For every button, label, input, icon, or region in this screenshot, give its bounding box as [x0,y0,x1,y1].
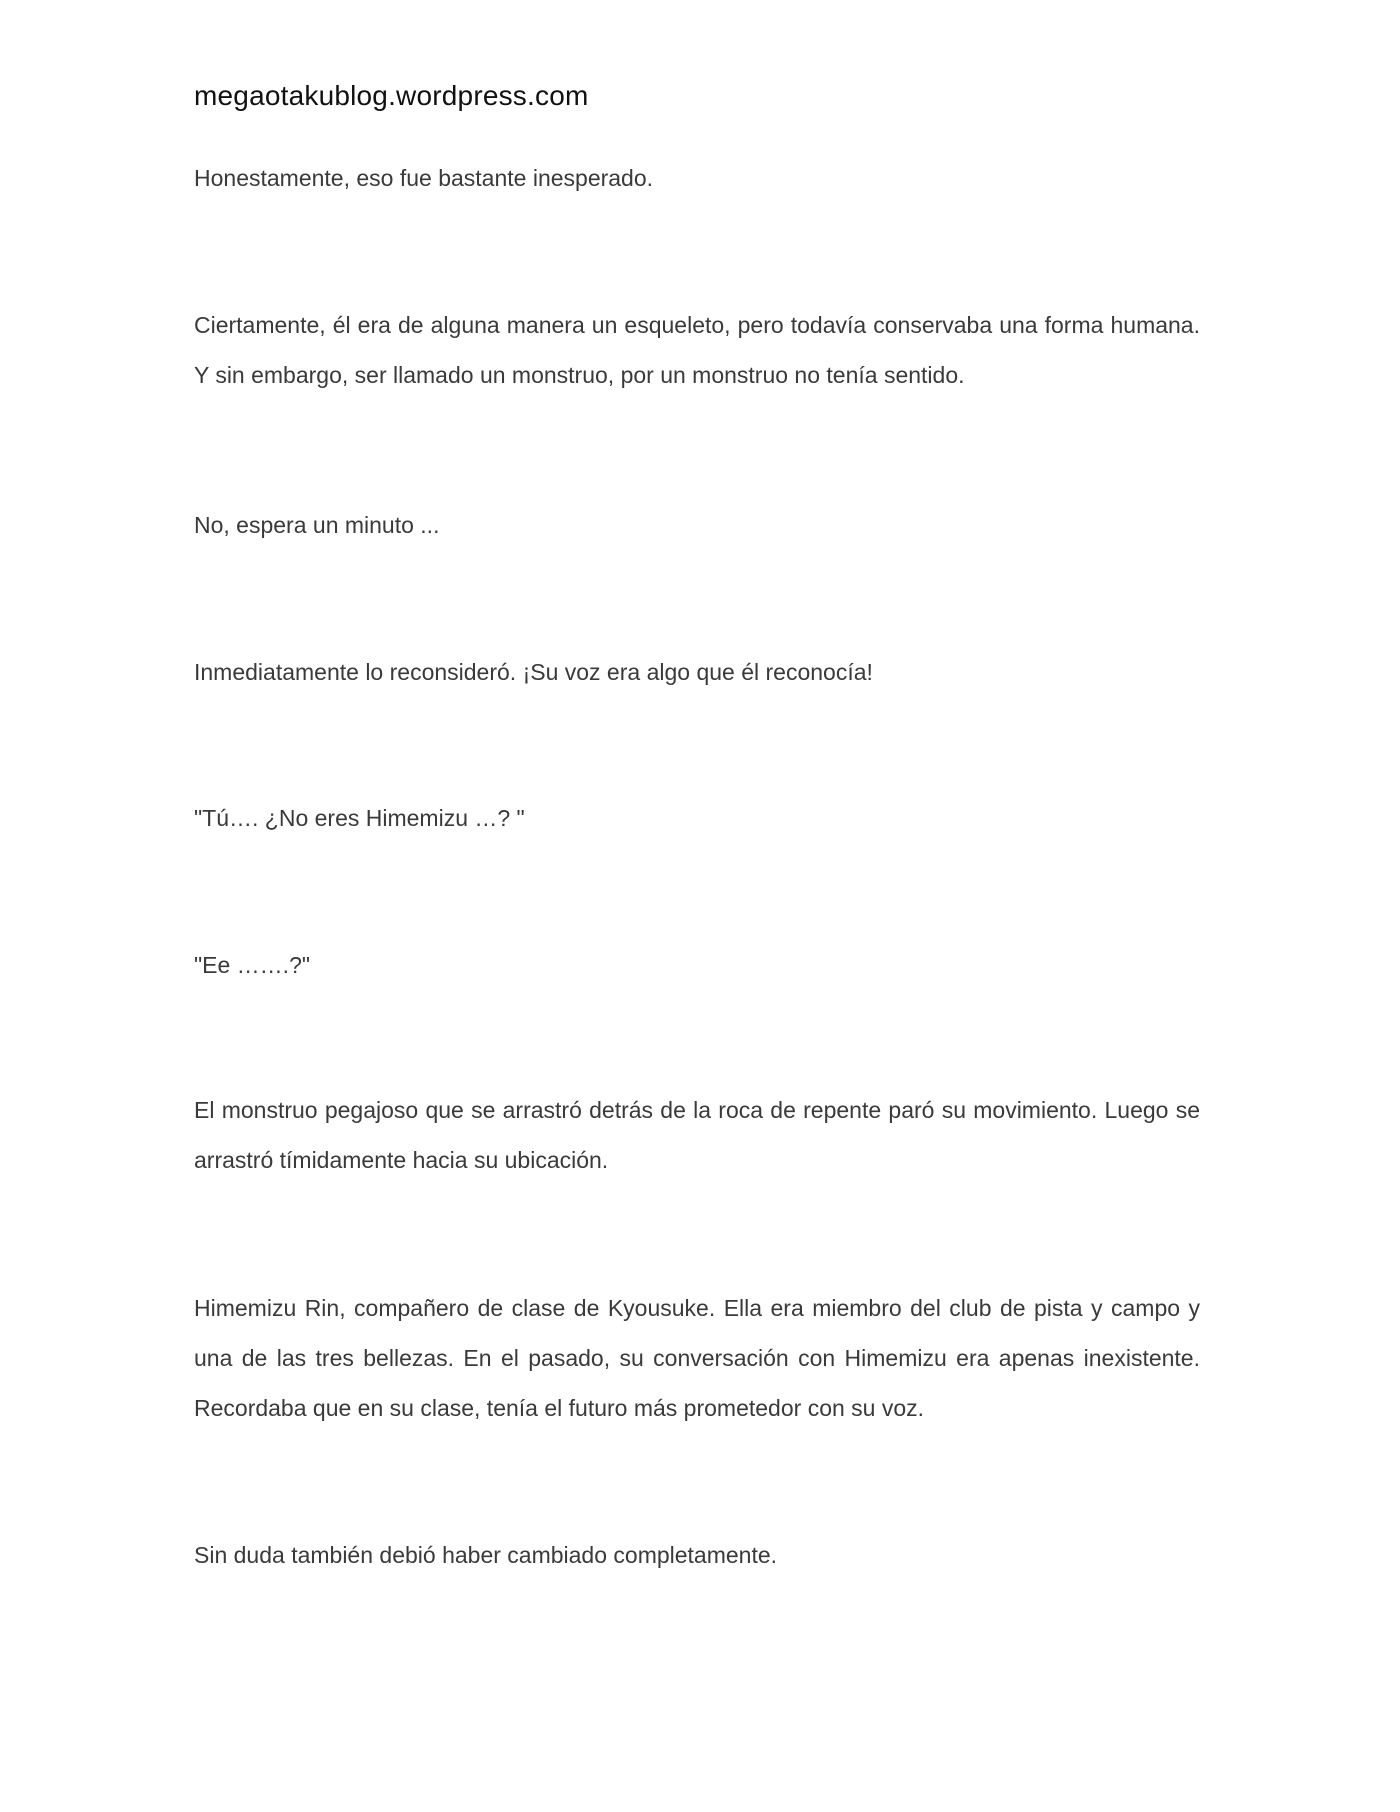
paragraph-1: Honestamente, eso fue bastante inesperado. [194,165,654,191]
paragraph-5: "Tú…. ¿No eres Himemizu …? " [194,805,525,831]
paragraph-4: Inmediatamente lo reconsideró. ¡Su voz era algo que él reconocía! [194,659,873,685]
paragraph-8: Himemizu Rin, compañero de clase de Kyousuke. Ella era miembro del club de pista y campo y una de las tres bellezas. En el pasado, su conversación con Himemizu era apenas inexistente. Recordaba que en su clase, tenía el futuro más prometedor con su voz. [194,1295,1200,1421]
paragraph-6: "Ee …….?" [194,952,311,978]
paragraph-9: Sin duda también debió haber cambiado completamente. [194,1542,778,1568]
paragraph-2: Ciertamente, él era de alguna manera un esqueleto, pero todavía conservaba una forma humana. Y sin embargo, ser llamado un monstruo, por un monstruo no tenía sentido. [194,312,1200,388]
paragraph-3: No, espera un minuto ... [194,512,440,538]
site-header: megaotakublog.wordpress.com [194,80,589,111]
paragraph-7: El monstruo pegajoso que se arrastró detrás de la roca de repente paró su movimiento. Luego se arrastró tímidamente hacia su ubicación. [194,1097,1200,1173]
